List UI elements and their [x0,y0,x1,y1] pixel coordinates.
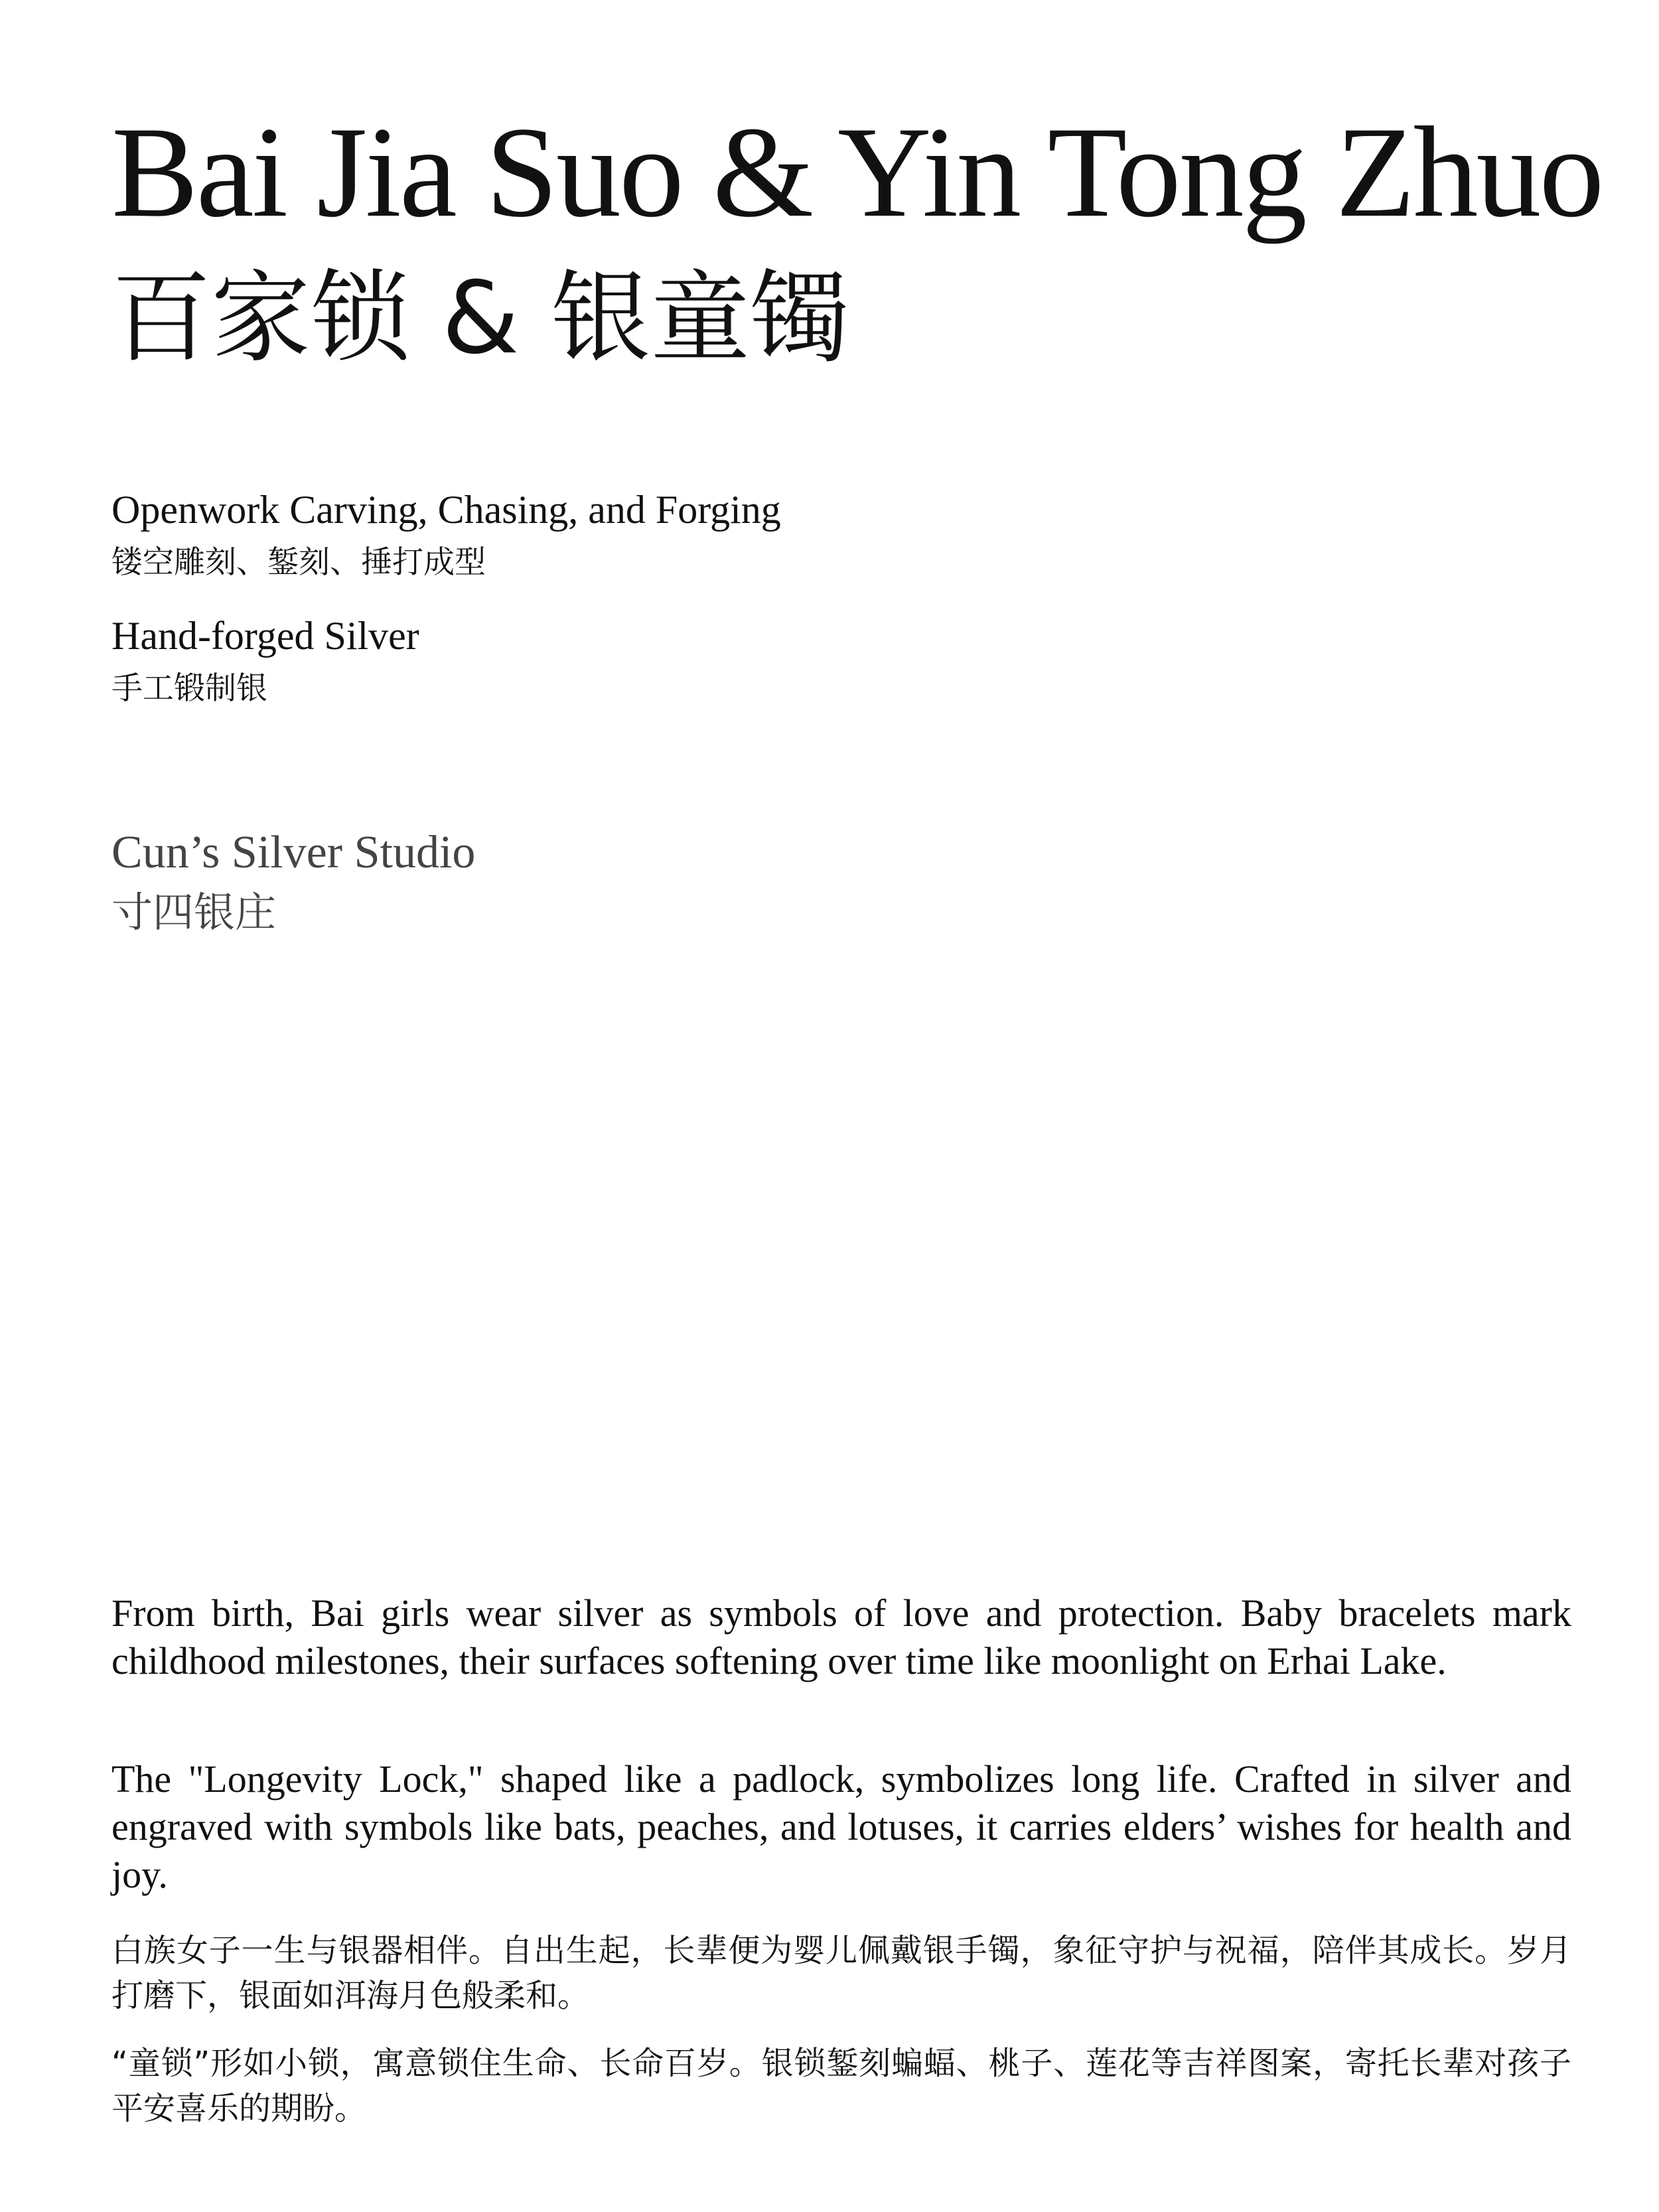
page-title: Bai Jia Suo & Yin Tong Zhuo [111,100,1603,244]
material-label-chinese: 手工锻制银 [111,670,267,707]
studio-name: Cun’s Silver Studio [111,827,476,878]
description-paragraph-chinese-1: 白族女子一生与银器相伴。自出生起，长辈便为婴儿佩戴银手镯，象征守护与祝福，陪伴其成长。岁月打磨下，银面如洱海月色般柔和。 [111,1932,1571,2014]
material-label: Hand-forged Silver [111,614,419,658]
description-paragraph-chinese-2: “童锁”形如小锁，寓意锁住生命、长命百岁。银锁錾刻蝙蝠、桃子、莲花等吉祥图案，寄托长辈对孩子平安喜乐的期盼。 [111,2045,1571,2127]
technique-label-chinese: 镂空雕刻、錾刻、捶打成型 [111,544,486,581]
description-paragraph-1: From birth, Bai girls wear silver as symbols of love and protection. Baby bracelets mark childhood milestones, their surfaces softening over time like moonlight on Erhai Lake. [111,1591,1571,1682]
description-paragraph-2: The "Longevity Lock," shaped like a padlock, symbolizes long life. Crafted in silver and engraved with symbols like bats, peaches, and lotuses, it carries elders’ wishes for health and joy. [111,1757,1571,1896]
page-title-chinese: 百家锁 & 银童镯 [111,261,850,376]
studio-name-chinese: 寸四银庄 [111,888,277,936]
technique-label: Openwork Carving, Chasing, and Forging [111,488,781,532]
